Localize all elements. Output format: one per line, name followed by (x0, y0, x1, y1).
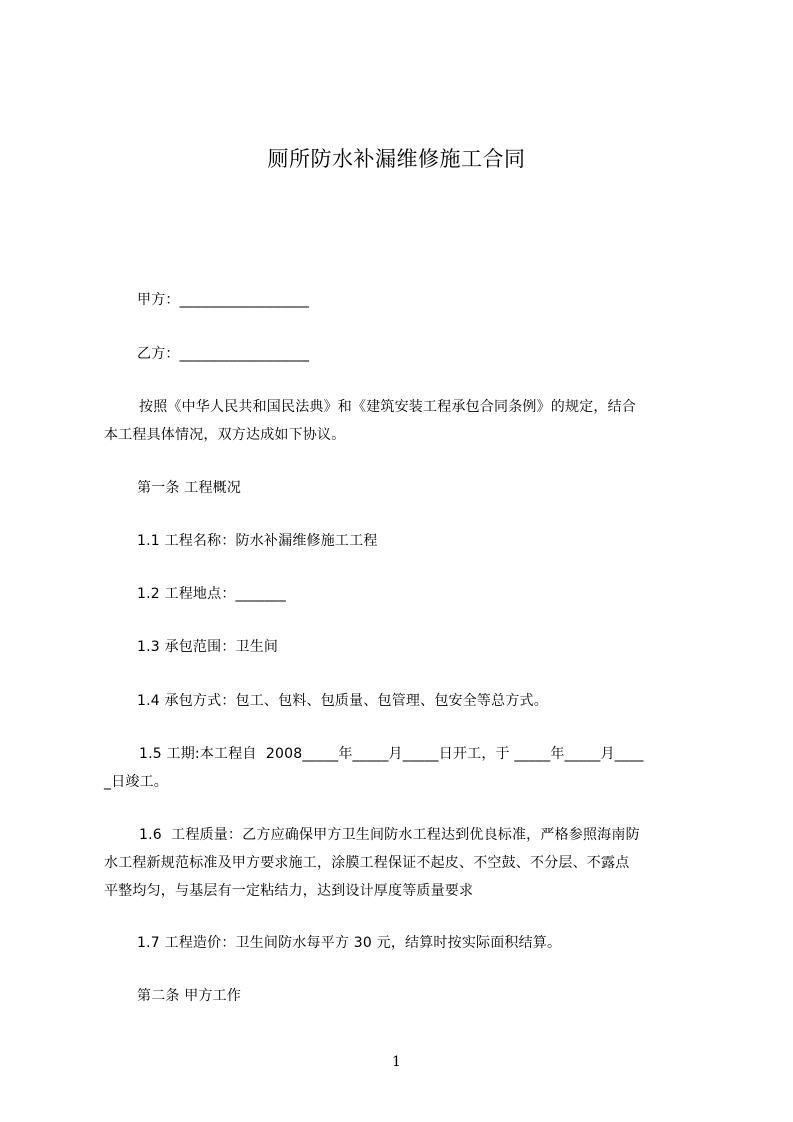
article-1-heading: 第一条 工程概况 (137, 480, 242, 496)
page-number: 1 (392, 1054, 401, 1070)
intro-paragraph-line-2: 本工程具体情况，双方达成如下协议。 (104, 427, 346, 443)
clause-1-3: 1.3 承包范围：卫生间 (137, 639, 279, 655)
intro-paragraph-line-1: 按照《中华人民共和国民法典》和《建筑安装工程承包合同条例》的规定，结合 (139, 399, 636, 415)
party-a-line: 甲方：__________________ (137, 292, 310, 308)
contract-title: 厕所防水补漏维修施工合同 (267, 147, 526, 171)
clause-1-5-line-2: _日竣工。 (104, 774, 168, 790)
clause-1-6-line-2: 水工程新规范标准及甲方要求施工，涂膜工程保证不起皮、不空鼓、不分层、不露点 (104, 855, 630, 871)
clause-1-5-line-1: 1.5 工期:本工程自 2008_____年_____月_____日开工，于 _____年_____月____ (139, 746, 644, 762)
clause-1-7: 1.7 工程造价：卫生间防水每平方 30 元，结算时按实际面积结算。 (137, 935, 562, 951)
clause-1-6-line-3: 平整均匀，与基层有一定粘结力，达到设计厚度等质量要求 (104, 883, 474, 899)
clause-1-2: 1.2 工程地点：_______ (137, 586, 286, 602)
article-2-heading: 第二条 甲方工作 (137, 988, 242, 1004)
clause-1-6-line-1: 1.6 工程质量：乙方应确保甲方卫生间防水工程达到优良标准，严格参照海南防 (139, 827, 640, 843)
party-b-line: 乙方：__________________ (137, 346, 310, 362)
clause-1-1: 1.1 工程名称：防水补漏维修施工工程 (137, 533, 378, 549)
clause-1-4: 1.4 承包方式：包工、包料、包质量、包管理、包安全等总方式。 (137, 693, 548, 709)
